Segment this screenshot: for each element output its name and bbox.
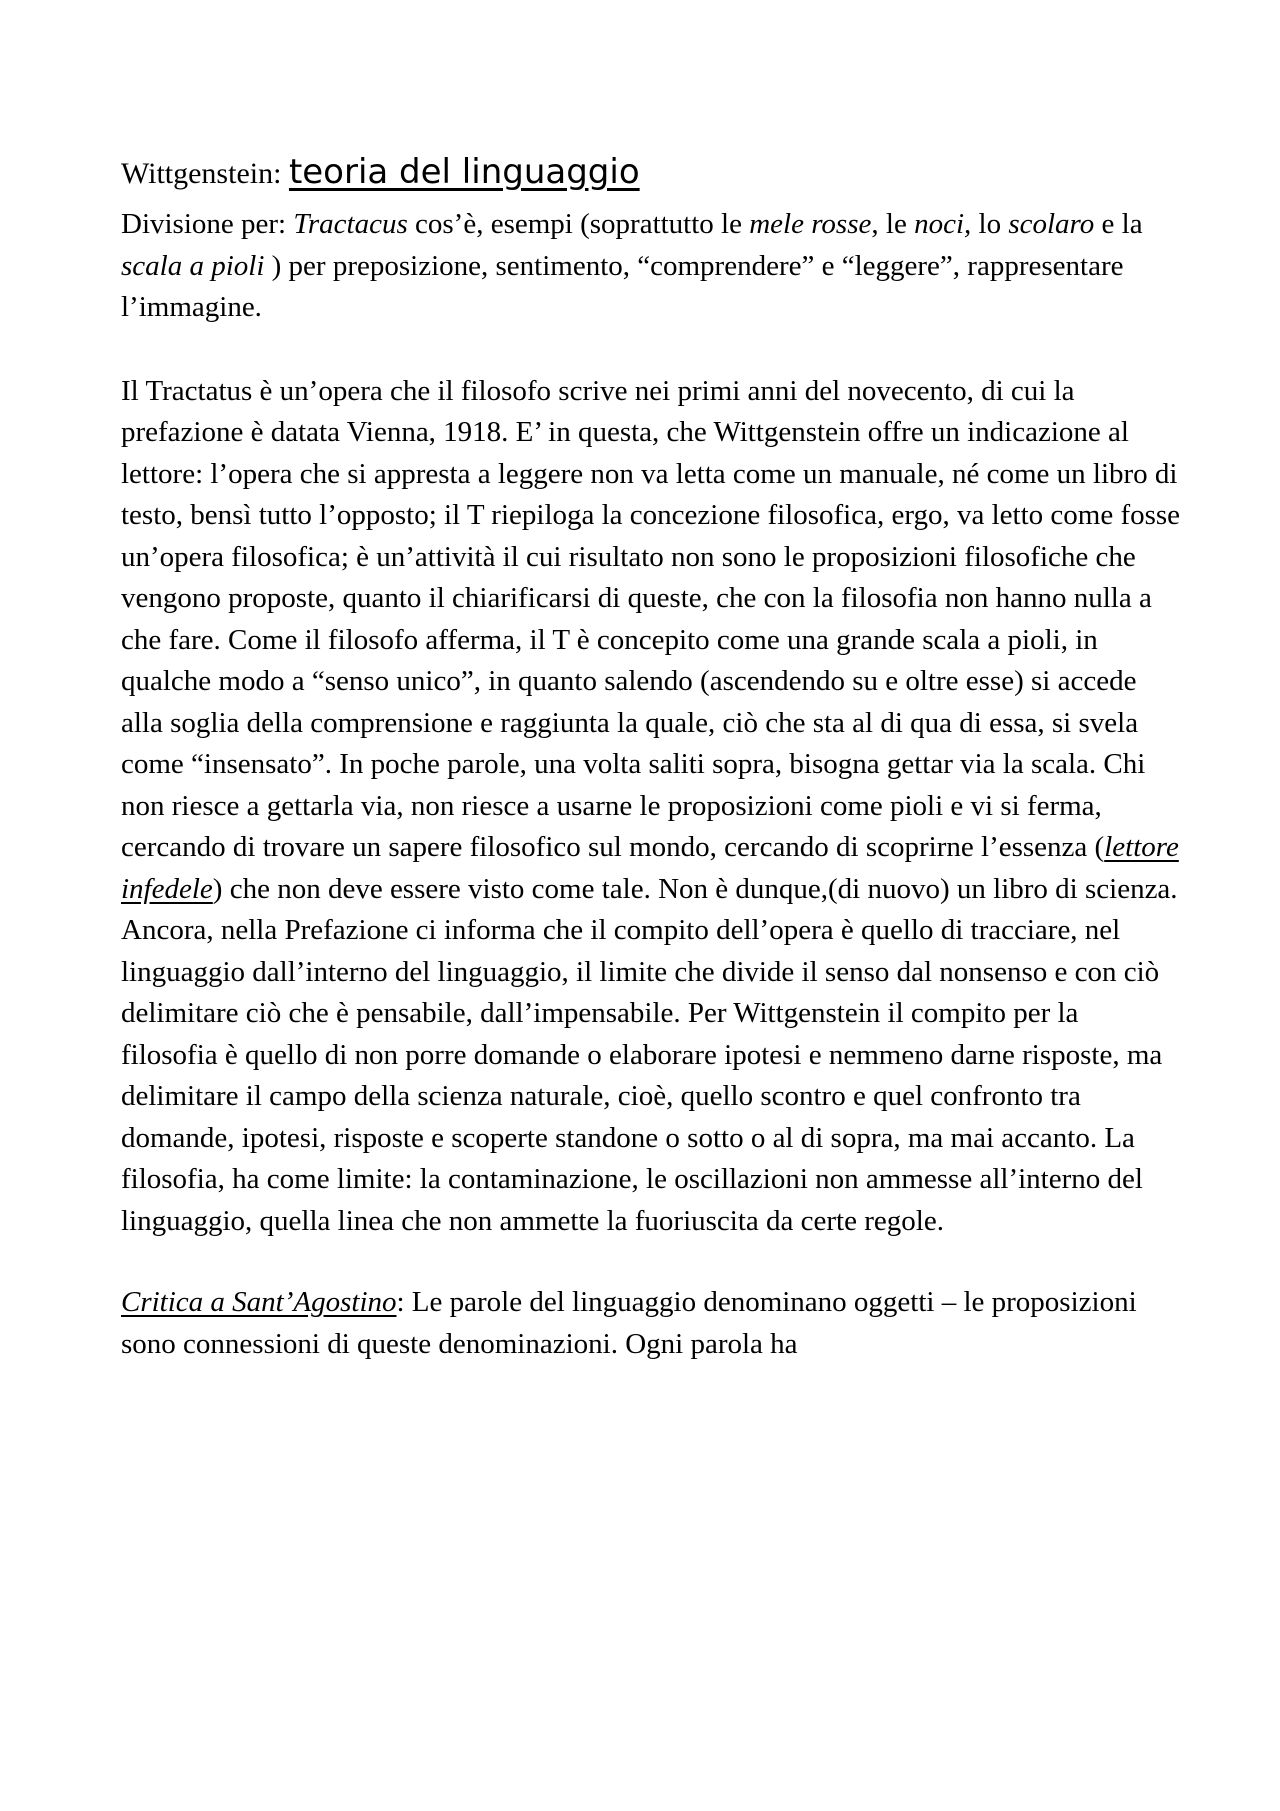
document-page xyxy=(121,150,1181,1365)
intro-paragraph xyxy=(121,204,1181,329)
critica-label: Critica a Sant’Agostino xyxy=(121,1286,397,1318)
intro-text-5: e la xyxy=(1094,208,1143,240)
intro-italic-scala-a-pioli: scala a pioli xyxy=(121,249,265,282)
intro-text-1: Divisione per: xyxy=(121,208,294,240)
intro-text-2: cos’è, esempi (soprattutto le xyxy=(407,208,750,240)
heading-prefix: Wittgenstein: xyxy=(121,157,289,190)
intro-italic-scolaro: scolaro xyxy=(1008,208,1095,240)
heading-title: teoria del linguaggio xyxy=(288,152,640,192)
body-paragraph-critica xyxy=(121,1282,1181,1365)
para3-text-1: : Le parole del linguaggio denominano oggetti – le proposizioni sono connessioni di queste denominazioni. Ogni parola ha xyxy=(121,1286,1137,1360)
intro-italic-mele-rosse: mele rosse xyxy=(749,208,872,240)
intro-text-3: , le xyxy=(871,208,915,240)
paragraph-spacer xyxy=(121,329,1181,371)
paragraph-spacer xyxy=(121,1242,1181,1282)
para1-underlined-lettore-infedele: lettore infedele xyxy=(121,831,1179,905)
intro-italic-noci: noci, xyxy=(914,208,972,240)
body-paragraph-prefazione: Ancora, nella Prefazione ci informa che il compito dell’opera è quello di tracciare, nel linguaggio dall’interno del linguaggio, il limite che divide il senso dal nonsenso e con ciò delimitare ciò che è pensabile, dall’impensabile. Per Wittgenstein il compito per la filosofia è quello di non porre domande o elaborare ipotesi e nemmeno darne risposte, ma delimitare il campo della scienza naturale, cioè, quello scontro e quel confronto tra domande, ipotesi, risposte e scoperte standone o sotto o al di sopra, ma mai accanto. La filosofia, ha come limite: la contaminazione, le oscillazioni non ammesse all’interno del linguaggio, quella linea che non ammette la fuoriuscita da certe regole. xyxy=(121,914,1163,1237)
body-paragraph-tractatus xyxy=(121,371,1181,911)
intro-text-4: lo xyxy=(971,208,1009,240)
para1-text-1: Il Tractatus è un’opera che il filosofo scrive nei primi anni del novecento, di cui la prefazione è datata Vienna, 1918. E’ in questa, che Wittgenstein offre un indicazione al lettore: l’opera che si appresta a leggere non va letta come un manuale, né come un libro di testo, bensì tutto l’opposto; il T riepiloga la concezione filosofica, ergo, va letto come fosse un’opera filosofica; è un’attività il cui risultato non sono le proposizioni filosofiche che vengono proposte, quanto il chiarificarsi di queste, che con la filosofia non hanno nulla a che fare. Come il filosofo afferma, il T è concepito come una grande scala a pioli, in qualche modo a “senso unico”, in quanto salendo (ascendendo su e oltre esse) si accede alla soglia della comprensione e raggiunta la quale, ciò che sta al di qua di essa, si svela come “insensato”. In poche parole, una volta saliti sopra, bisogna gettar via la scala. Chi non riesce a gettarla via, non riesce a usarne le proposizioni come pioli e vi si ferma, cercando di trovare un sapere filosofico sul mondo, cercando di scoprirne l’essenza ( xyxy=(121,374,1181,863)
para1-text-2: ) che non deve essere visto come tale. Non è dunque,(di nuovo) un libro di scienza. xyxy=(212,872,1178,905)
intro-italic-tractacus: Tractacus xyxy=(293,208,408,240)
intro-text-6: ) per preposizione, sentimento, “comprendere” e “leggere”, rappresentare l’immagine. xyxy=(121,249,1124,323)
document-heading xyxy=(121,150,1181,196)
